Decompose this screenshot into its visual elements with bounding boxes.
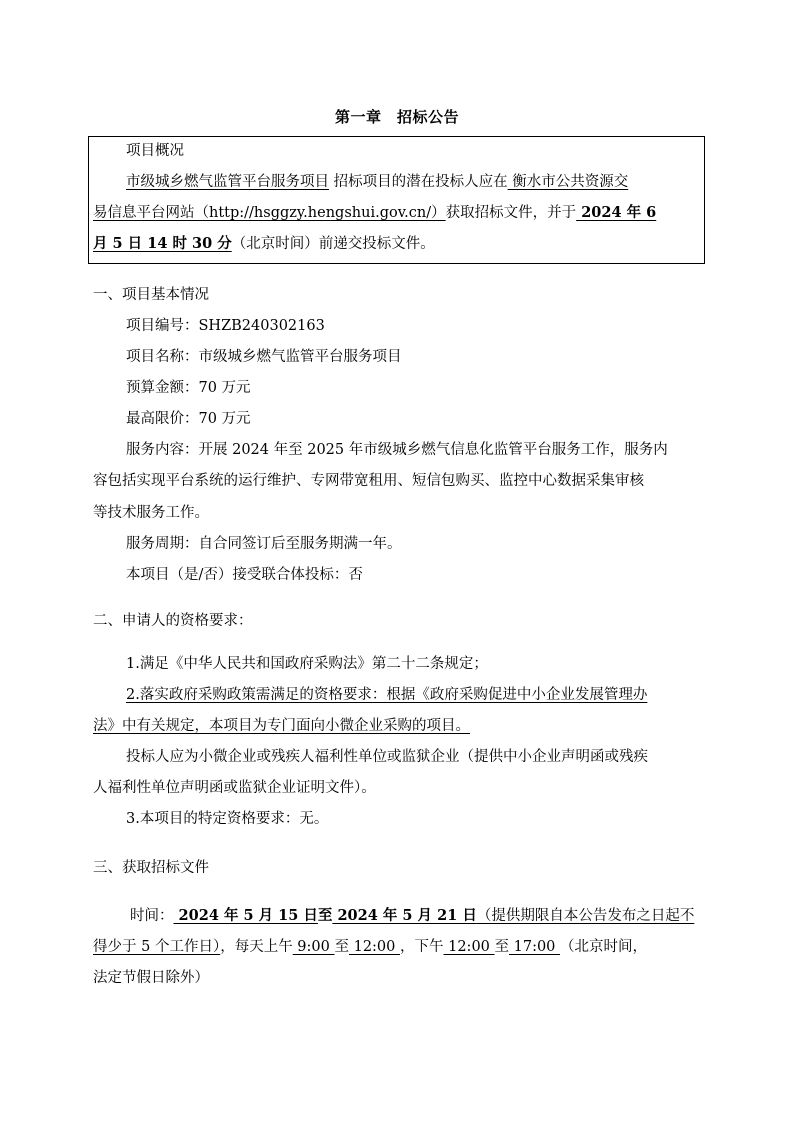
service-content-line-1: 服务内容：开展 2024 年至 2025 年市级城乡燃气信息化监管平台服务工作，服务内 xyxy=(126,442,668,458)
pm-start: 12:00 xyxy=(443,939,495,955)
qualification-item-2-line-1: 2.落实政府采购政策需满足的资格要求：根据《政府采购促进中小企业发展管理办 xyxy=(126,687,648,703)
consortium-bid: 本项目（是/否）接受联合体投标：否 xyxy=(126,567,363,583)
section1-heading: 一、项目基本情况 xyxy=(93,287,209,303)
bidder-note-line-2: 人福利性单位声明函或监狱企业证明文件）。 xyxy=(93,780,376,796)
time-start: 2024 年 5 月 15 日 xyxy=(173,907,318,924)
overview-line-2 xyxy=(93,203,656,223)
time-to: 至 xyxy=(317,907,333,924)
time-label: 时间： xyxy=(130,908,174,924)
timezone-note: （北京时间， xyxy=(560,939,648,955)
overview-text-b: 获取招标文件，并于 xyxy=(445,205,577,221)
overview-deadline-a: 2024 年 6 xyxy=(576,204,657,221)
am-end: 12:00 xyxy=(348,939,400,955)
overview-text-a: 招标项目的潜在投标人应在 xyxy=(329,174,508,190)
acquisition-time-line-2 xyxy=(93,937,647,957)
chapter-title: 第一章 招标公告 xyxy=(334,108,459,126)
acquisition-time-line-3: 法定节假日除外） xyxy=(93,970,209,986)
service-period: 服务周期：自合同签订后至服务期满一年。 xyxy=(126,536,402,552)
service-content-line-2: 容包括实现平台系统的运行维护、专网带宽租用、短信包购买、监控中心数据采集审核 xyxy=(93,473,644,489)
pm-end: 17:00 xyxy=(509,939,561,955)
overview-site-b: 易信息平台网站（http://hsggzy.hengshui.gov.cn/） xyxy=(93,205,446,221)
overview-line-1 xyxy=(126,172,628,192)
qualification-item-3: 3.本项目的特定资格要求：无。 xyxy=(126,811,329,827)
time-min-days: 得少于 5 个工作日） xyxy=(93,939,221,955)
qualification-item-1: 1.满足《中华人民共和国政府采购法》第二十二条规定； xyxy=(126,656,488,672)
time-end: 2024 年 5 月 21 日 xyxy=(332,907,477,924)
bidder-note-line-1: 投标人应为小微企业或残疾人福利性单位或监狱企业（提供中小企业声明函或残疾 xyxy=(126,749,648,765)
time-tail: （提供期限自本公告发布之日起不 xyxy=(476,908,695,924)
acquisition-time-line-1 xyxy=(130,906,694,926)
overview-deadline-b: 月 5 日 14 时 30 分 xyxy=(93,235,232,252)
overview-text-c: （北京时间）前递交投标文件。 xyxy=(231,236,435,252)
overview-project-name: 市级城乡燃气监管平台服务项目 xyxy=(126,174,329,190)
qualification-item-2-line-2: 法》中有关规定，本项目为专门面向小微企业采购的项目。 xyxy=(93,718,470,734)
project-number: 项目编号：SHZB240302163 xyxy=(126,318,325,334)
max-price: 最高限价：70 万元 xyxy=(126,411,251,427)
service-content-line-3: 等技术服务工作。 xyxy=(93,505,209,521)
overview-site-a: 衡水市公共资源交 xyxy=(507,174,629,190)
section2-heading: 二、申请人的资格要求： xyxy=(93,613,253,629)
am-start: 9:00 xyxy=(292,939,335,955)
time-daily-label: ，每天上午 xyxy=(220,939,293,955)
project-name: 项目名称：市级城乡燃气监管平台服务项目 xyxy=(126,349,402,365)
overview-heading: 项目概况 xyxy=(126,143,184,159)
pm-to: 至 xyxy=(494,939,510,955)
section3-heading: 三、获取招标文件 xyxy=(93,860,209,876)
budget-amount: 预算金额：70 万元 xyxy=(126,380,251,396)
am-to: 至 xyxy=(334,939,349,955)
pm-label: ，下午 xyxy=(400,939,444,955)
overview-line-3 xyxy=(93,234,435,254)
